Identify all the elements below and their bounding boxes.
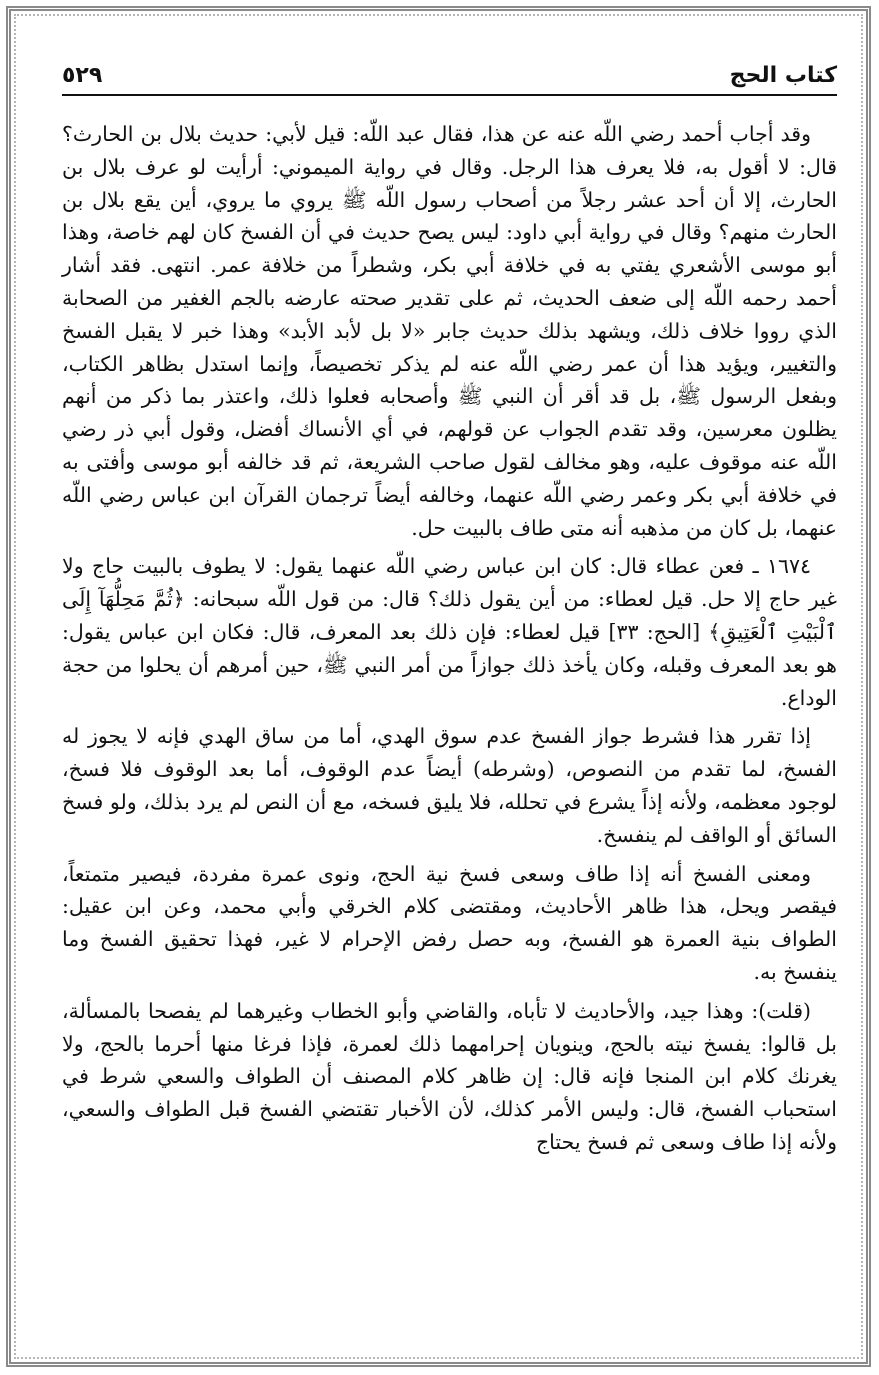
paragraph-4: ومعنى الفسخ أنه إذا طاف وسعى فسخ نية الحج، ونوى عمرة مفردة، فيصير متمتعاً، فيقصر ويحل، هذا ظاهر الأحاديث، ومقتضى كلام الخرقي وأبي محمد، وعن ابن عقيل: الطواف بنية العمرة هو الفسخ، وبه حصل رفض الإحرام لا غير، فهذا تحقيق الفسخ وما ينفسخ به. [62,861,837,984]
running-title: كتاب الحج [729,63,837,88]
paragraph-5: (قلت): وهذا جيد، والأحاديث لا تأباه، والقاضي وأبو الخطاب وغيرهما لم يفصحا بالمسألة، بل قالوا: يفسخ نيته بالحج، وينويان إحرامهما ذلك لعمرة، فإذا فرغا منها أحرما بالحج، ولا يغرنك كلام ابن المنجا فإنه قال: إن ظاهر كلام المصنف أن الطواف والسعي شرط في استحباب الفسخ، قال: وليس الأمر كذلك، لأن الأخبار تقتضي الفسخ قبل الطواف والسعي، ولأنه إذا طاف وسعى ثم فسخ يحتاج [62,998,837,1154]
paragraph-1: وقد أجاب أحمد رضي اللّه عنه عن هذا، فقال عبد اللّه: قيل لأبي: حديث بلال بن الحارث؟ قال: لا أقول به، فلا يعرف هذا الرجل. وقال في رواية الميموني: أرأيت لو عرف بلال بن الحارث، إلا أن أحد عشر رجلاً من أصحاب رسول اللّه ﷺ يروي ما يروي، أين يقع بلال بن الحارث منهم؟ وقال في رواية أبي داود: ليس يصح حديث في أن الفسخ كان لهم خاصة، وهذا أبو موسى الأشعري يفتي به في خلافة أبي بكر، وشطراً من خلافة عمر. انتهى. فقد أشار أحمد رحمه اللّه إلى ضعف الحديث، ثم على تقدير صحته عارضه بالجم الغفير من الصحابة الذي رووا خلاف ذلك، ويشهد بذلك حديث جابر «لا بل لأبد الأبد» وهذا خبر لا يقبل الفسخ والتغيير، ويؤيد هذا أن عمر رضي اللّه عنه لم يذكر تخصيصاً، وإنما استدل بظاهر الكتاب، وبفعل الرسول ﷺ، بل قد أقر أن النبي ﷺ وأصحابه فعلوا ذلك، واعتذر بما ذكر من أنهم يظلون معرسين، وقد تقدم الجواب عن قولهم، في أي الأنساك أفضل، وقول أبي ذر رضي اللّه عنه موقوف عليه، وهو مخالف لقول صاحب الشريعة، ثم قد خالفه أبو موسى وأفتى به في خلافة أبي بكر وعمر رضي اللّه عنهما، وخالفه أيضاً ترجمان القرآن ابن عباس رضي اللّه عنهما، بل كان من مذهبه أنه متى طاف بالبيت حل. [62,122,837,540]
book-page [62,48,837,1358]
page-number: ٥٢٩ [62,63,103,88]
paragraph-3: إذا تقرر هذا فشرط جواز الفسخ عدم سوق الهدي، أما من ساق الهدي فإنه لا يجوز له الفسخ، لما تقدم من النصوص، (وشرطه) أيضاً عدم الوقوف، أما بعد الوقوف فلا فسخ، لوجود معظمه، ولأنه إذاً يشرع في تحلله، فلا يليق فسخه، مع أن النص لم يرد بذلك، ولو فسخ السائق أو الواقف لم ينفسخ. [62,724,837,847]
paragraph-2: ١٦٧٤ ـ فعن عطاء قال: كان ابن عباس رضي اللّه عنهما يقول: لا يطوف بالبيت حاج ولا غير حاج إلا حل. قيل لعطاء: من أين يقول ذلك؟ قال: من قول اللّه سبحانه: ﴿ثُمَّ مَحِلُّهَآ إِلَى ٱلْبَيْتِ ٱلْعَتِيقِ﴾ [الحج: ٣٣] قيل لعطاء: فإن ذلك بعد المعرف، قال: فكان ابن عباس يقول: هو بعد المعرف وقبله، وكان يأخذ ذلك جوازاً من أمر النبي ﷺ، حين أمرهم أن يحلوا من حجة الوداع. [62,554,837,710]
page-header [62,48,837,96]
page-body [62,118,837,1159]
